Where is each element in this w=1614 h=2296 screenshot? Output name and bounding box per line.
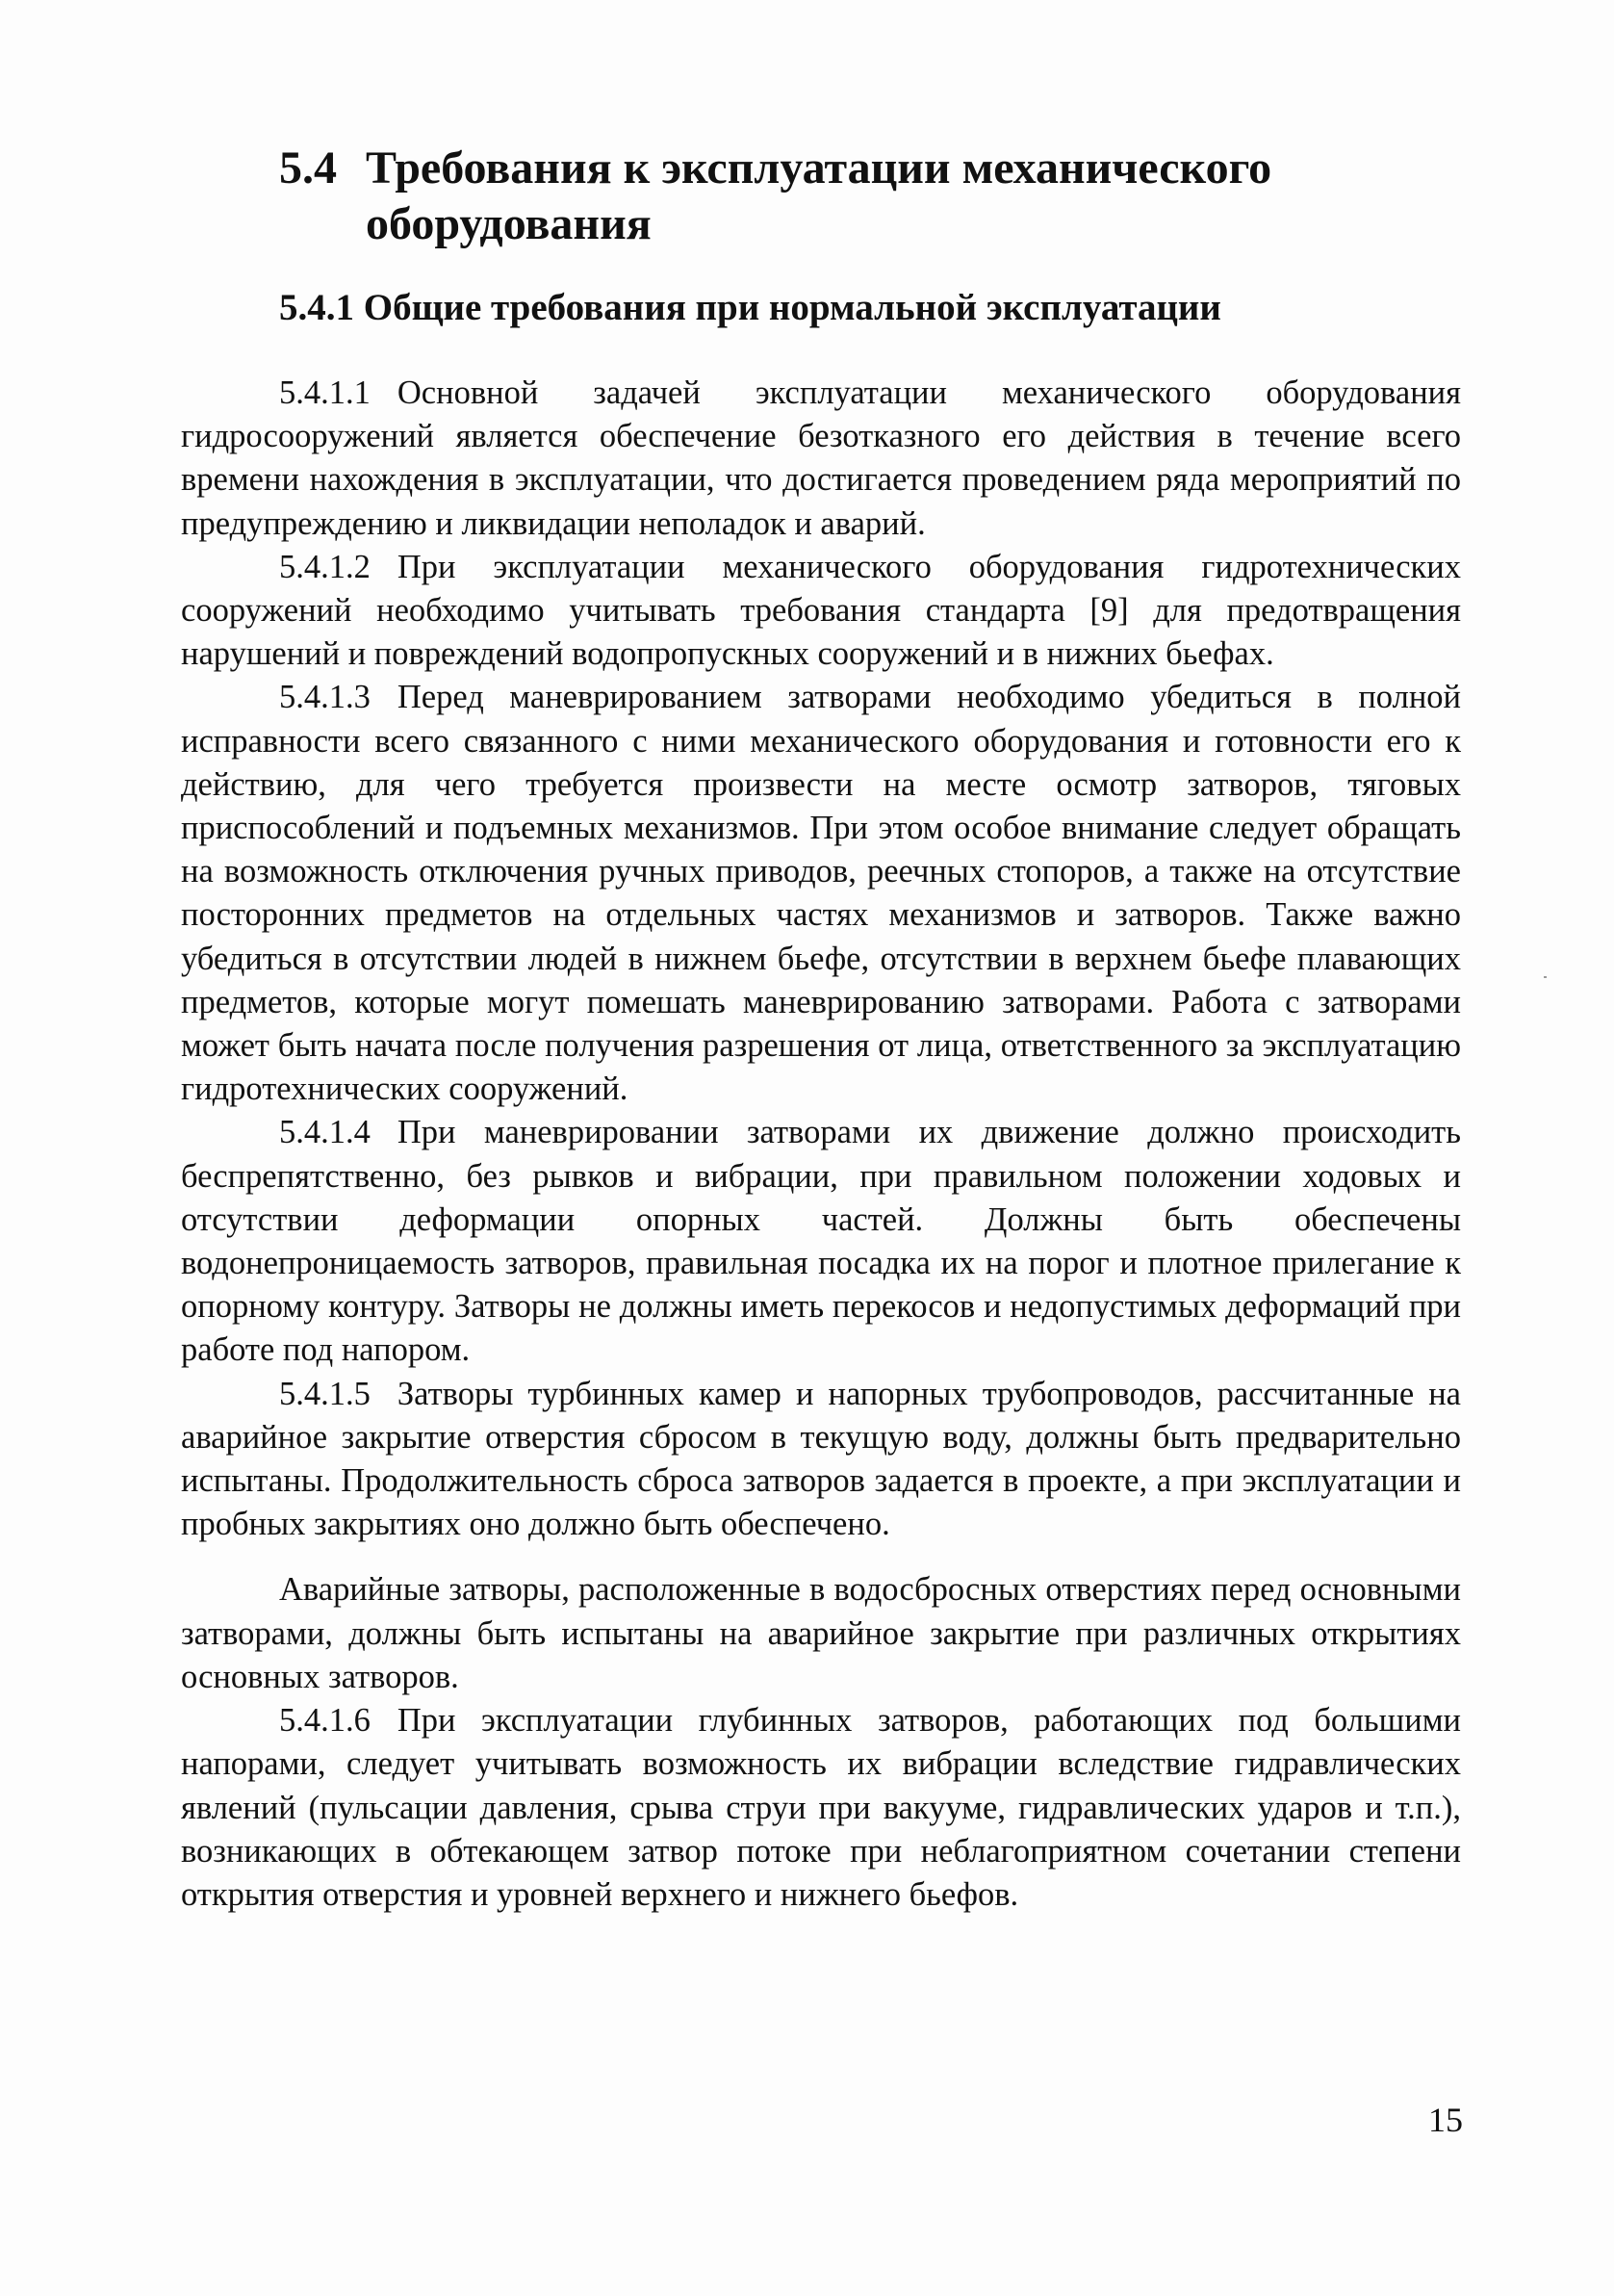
paragraph-number: 5.4.1.2 [279,548,371,585]
body-text [181,372,1461,1917]
page-number: 15 [1428,2101,1463,2139]
section-number: 5.4 [279,142,337,193]
section-heading [279,141,1415,252]
paragraph-text: При эксплуатации глубинных затворов, работающих под большими напорами, следует учитывать возможность их вибрации вследствие гидравлических явлений (пульсации давления, срыва струи при вакууме, гидравлических ударов и т.п.), возникающих в обтекающем затвор потоке при неблагоприятном сочетании степени открытия отверстия и уровней верхнего и нижнего бьефов. [181,1702,1461,1913]
subsection-heading: 5.4.1 Общие требования при нормальной эксплуатации [279,287,1221,328]
paragraph-number: 5.4.1.1 [279,374,371,411]
paragraph-number: 5.4.1.4 [279,1114,371,1151]
paragraph-5-4-1-5 [181,1373,1461,1547]
paragraph-text: При эксплуатации механического оборудования гидротехнических сооружений необходимо учитывать требования стандарта [9] для предотвращения нарушений и повреждений водопропускных сооружений и в нижних бьефах. [181,548,1461,673]
paragraph-text: Аварийные затворы, расположенные в водосбросных отверстиях перед основными затворами, должны быть испытаны на аварийное закрытие при различных открытиях основных затворов. [181,1571,1461,1695]
paragraph-emergency-gates [181,1568,1461,1699]
paragraph-5-4-1-3 [181,676,1461,1111]
scan-speck [1544,976,1547,978]
paragraph-text: Затворы турбинных камер и напорных трубопроводов, рассчитанные на аварийное закрытие отверстия сбросом в текущую воду, должны быть предварительно испытаны. Продолжительность сброса затворов задается в проекте, а при эксплуатации и пробных закрытиях оно должно быть обеспечено. [181,1375,1461,1543]
paragraph-text: При маневрировании затворами их движение должно происходить беспрепятственно, без рывков и вибрации, при правильном положении ходовых и отсутствии деформации опорных частей. Должны быть обеспечены водонепроницаемость затворов, правильная посадка их на порог и плотное прилегание к опорному контуру. Затворы не должны иметь перекосов и недопустимых деформаций при работе под напором. [181,1114,1461,1369]
section-title: Требования к эксплуатации механического оборудования [366,142,1272,249]
paragraph-5-4-1-6 [181,1699,1461,1917]
paragraph-5-4-1-4 [181,1111,1461,1372]
paragraph-number: 5.4.1.5 [279,1375,371,1412]
paragraph-number: 5.4.1.6 [279,1702,371,1740]
paragraph-text: Перед маневрированием затворами необходимо убедиться в полной исправности всего связанного с ними механического оборудования и готовности его к действию, для чего требуется произвести на месте осмотр затворов, тяговых приспособлений и подъемных механизмов. При этом особое внимание следует обращать на возможность отключения ручных приводов, реечных стопоров, а также на отсутствие посторонних предметов на отдельных частях механизмов и затворов. Также важно убедиться в отсутствии людей в нижнем бьефе, отсутствии в верхнем бьефе плавающих предметов, которые могут помешать маневрированию затворами. Работа с затворами может быть начата после получения разрешения от лица, ответственного за эксплуатацию гидротехнических сооружений. [181,679,1461,1108]
paragraph-number: 5.4.1.3 [279,679,371,716]
paragraph-text: Основной задачей эксплуатации механического оборудования гидросооружений является обеспечение безотказного его действия в течение всего времени нахождения в эксплуатации, что достигается проведением ряда мероприятий по предупреждению и ликвидации неполадок и аварий. [181,374,1461,542]
paragraph-5-4-1-1 [181,372,1461,546]
paragraph-5-4-1-2 [181,546,1461,677]
